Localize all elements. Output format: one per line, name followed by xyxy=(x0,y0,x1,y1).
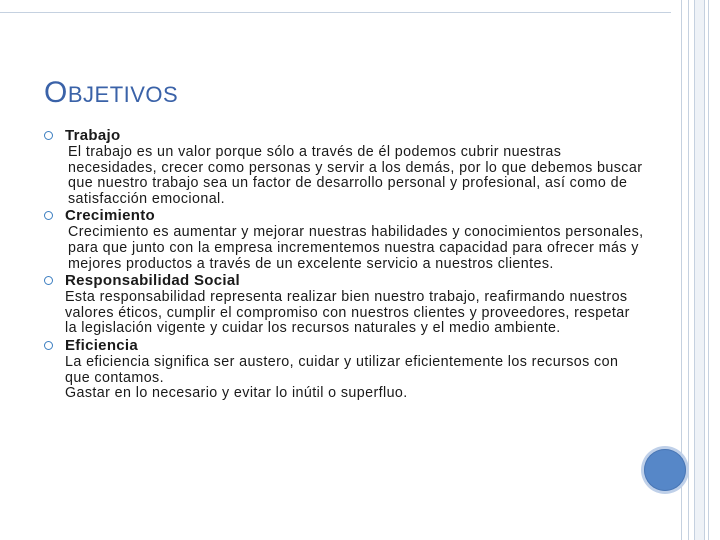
item-body: El trabajo es un valor porque sólo a través de él podemos cubrir nuestras necesidades, crecer como personas y servir a los demás, por lo que debemos buscar que nuestro trabajo sea un factor de desarrollo personal y profesional, así como de satisfacción emocional. xyxy=(68,144,643,207)
item-body: Crecimiento es aumentar y mejorar nuestras habilidades y conocimientos personales, para que junto con la empresa incrementemos nuestra capacidad para ofrecer más y mejores productos a través de un excelente servicio a nuestros clientes. xyxy=(68,224,644,272)
decor-stripe xyxy=(688,0,689,540)
bullet-circle-icon xyxy=(44,341,53,350)
decor-stripe xyxy=(708,0,709,540)
slide-title xyxy=(44,76,178,110)
item-heading: Responsabilidad Social xyxy=(65,272,240,290)
item-heading: Crecimiento xyxy=(65,207,155,225)
decor-stripe xyxy=(694,0,705,540)
item-heading: Trabajo xyxy=(65,127,121,144)
item-body-extra: Gastar en lo necesario y evitar lo inútil o superfluo. xyxy=(65,385,408,402)
item-heading: Eficiencia xyxy=(65,336,139,354)
decor-circle xyxy=(644,449,686,491)
list-item-eficiencia xyxy=(44,337,644,402)
frame-top-line xyxy=(0,12,671,13)
bullet-circle-icon xyxy=(44,131,53,140)
bullet-list xyxy=(44,127,644,402)
title-rest: BJETIVOS xyxy=(67,82,179,107)
bullet-circle-icon xyxy=(44,276,53,285)
bullet-circle-icon xyxy=(44,211,53,220)
item-body: Esta responsabilidad representa realizar bien nuestro trabajo, reafirmando nuestros valores éticos, cumplir el compromiso con nuestros clientes y proveedores, respetar la legislación vigente y cuidar los recursos naturales y el medio ambiente. xyxy=(65,289,630,337)
item-body: La eficiencia significa ser austero, cuidar y utilizar eficientemente los recursos con que contamos. xyxy=(65,353,619,386)
list-item-crecimiento xyxy=(44,207,644,272)
list-item-responsabilidad-social xyxy=(44,272,644,337)
list-item-trabajo xyxy=(44,127,644,207)
title-initial: O xyxy=(44,76,68,109)
